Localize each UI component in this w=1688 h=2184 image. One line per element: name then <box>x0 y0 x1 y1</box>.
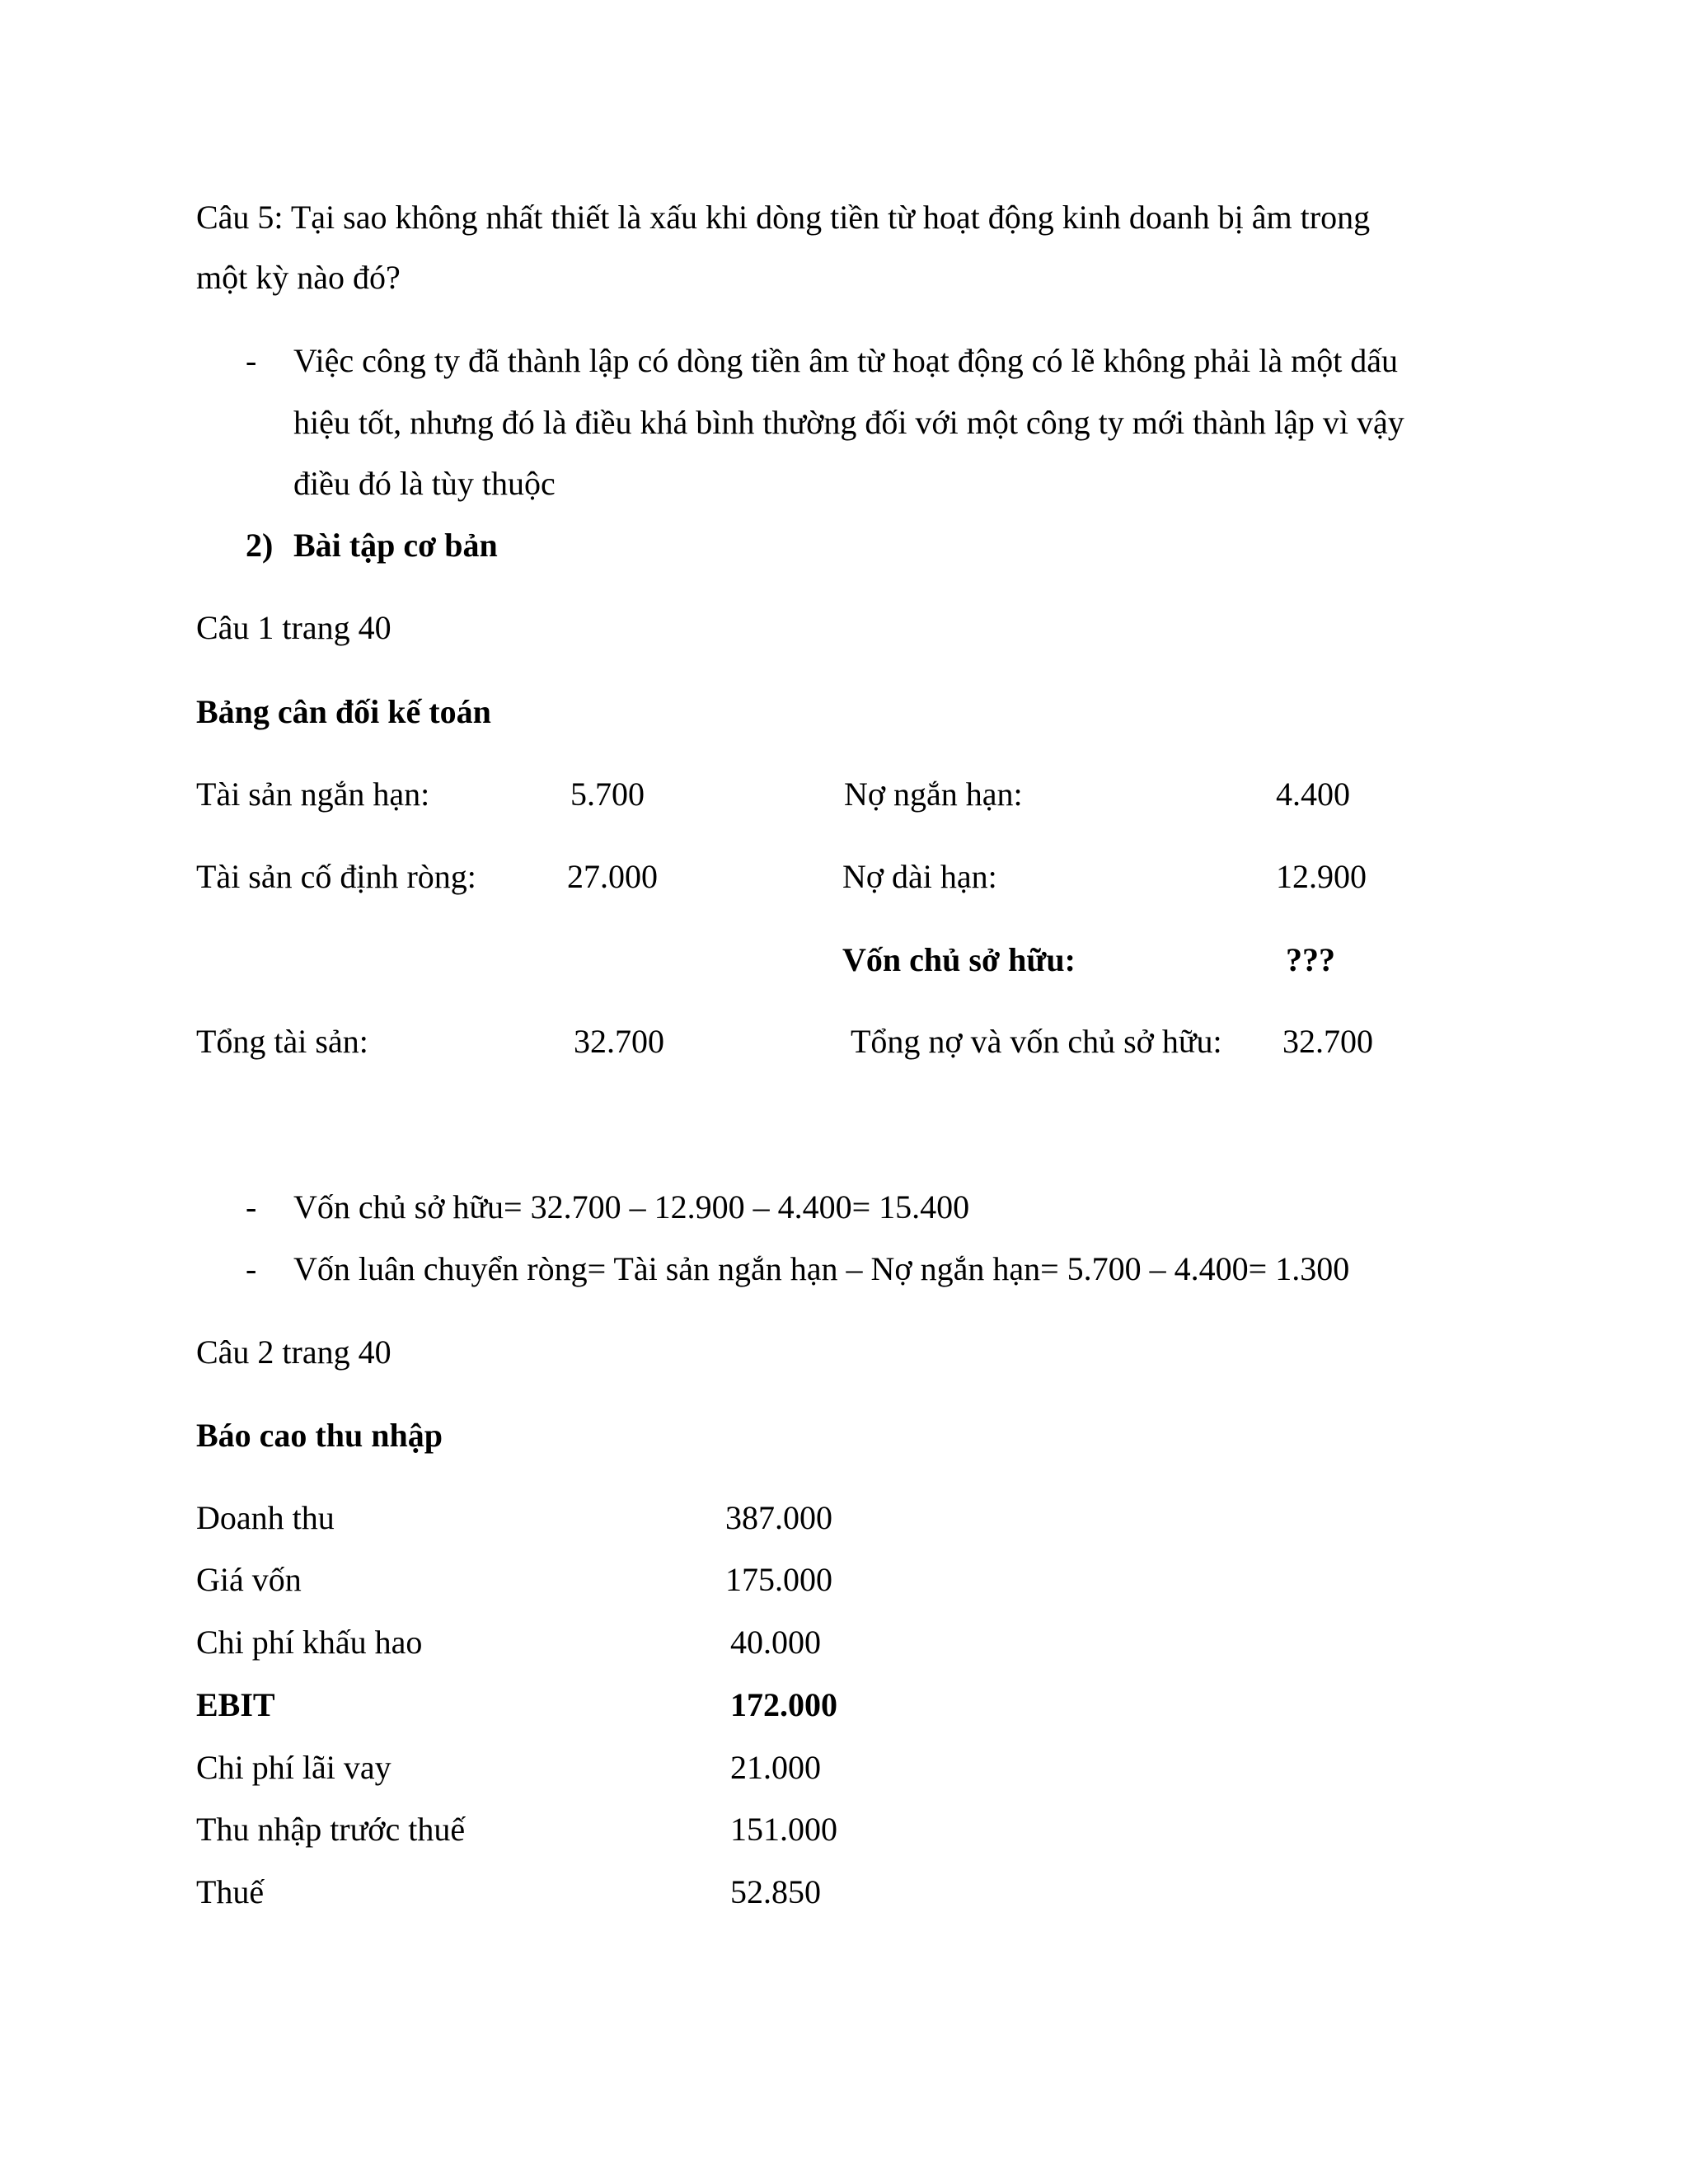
total-assets-label: Tổng tài sản: <box>196 1023 368 1060</box>
income-row-value: 21.000 <box>730 1749 821 1786</box>
net-fixed-assets-value: 27.000 <box>567 858 658 895</box>
bullet-dash: - <box>246 342 257 379</box>
current-assets-label: Tài sản ngắn hạn: <box>196 776 430 813</box>
income-row-value: 40.000 <box>730 1624 821 1661</box>
bullet-dash: - <box>246 1250 257 1287</box>
net-working-capital-calculation: Vốn luân chuyển ròng= Tài sản ngắn hạn – Nợ ngắn hạn= 5.700 – 4.400= 1.300 <box>293 1250 1350 1287</box>
long-term-debt-value: 12.900 <box>1276 858 1367 895</box>
equity-calculation: Vốn chủ sở hữu= 32.700 – 12.900 – 4.400= 15.400 <box>293 1188 970 1226</box>
income-row-value: 172.000 <box>730 1686 837 1723</box>
total-liabilities-equity-label: Tổng nợ và vốn chủ sở hữu: <box>851 1023 1222 1060</box>
current-liabilities-label: Nợ ngắn hạn: <box>844 776 1023 813</box>
income-statement-title: Báo cao thu nhập <box>196 1417 443 1454</box>
answer-line-1: Việc công ty đã thành lập có dòng tiền âm từ hoạt động có lẽ không phải là một dấu <box>293 342 1399 379</box>
balance-sheet-title: Bảng cân đối kế toán <box>196 693 491 730</box>
current-assets-value: 5.700 <box>570 776 645 813</box>
income-row-label: Doanh thu <box>196 1499 335 1536</box>
income-row-label: Thuế <box>196 1873 265 1910</box>
income-row-label: Thu nhập trước thuế <box>196 1811 466 1848</box>
question-5-line-2: một kỳ nào đó? <box>196 259 401 296</box>
total-liabilities-equity-value: 32.700 <box>1282 1023 1373 1060</box>
income-row-label: EBIT <box>196 1686 275 1723</box>
income-row-label: Chi phí lãi vay <box>196 1749 392 1786</box>
income-row-label: Giá vốn <box>196 1561 302 1598</box>
answer-line-3: điều đó là tùy thuộc <box>293 465 556 502</box>
income-row-value: 387.000 <box>725 1499 832 1536</box>
equity-label: Vốn chủ sở hữu: <box>842 941 1076 978</box>
income-row-label: Chi phí khấu hao <box>196 1624 423 1661</box>
income-row-value: 52.850 <box>730 1873 821 1910</box>
equity-value: ??? <box>1286 941 1335 978</box>
section-number: 2) <box>246 527 274 564</box>
income-row-value: 151.000 <box>730 1811 837 1848</box>
current-liabilities-value: 4.400 <box>1276 776 1350 813</box>
exercise-1-label: Câu 1 trang 40 <box>196 609 392 646</box>
net-fixed-assets-label: Tài sản cố định ròng: <box>196 858 476 895</box>
bullet-dash: - <box>246 1188 257 1226</box>
long-term-debt-label: Nợ dài hạn: <box>842 858 997 895</box>
answer-line-2: hiệu tốt, nhưng đó là điều khá bình thường đối với một công ty mới thành lập vì vậy <box>293 404 1404 441</box>
question-5-line-1: Câu 5: Tại sao không nhất thiết là xấu khi dòng tiền từ hoạt động kinh doanh bị âm trong <box>196 199 1371 236</box>
exercise-2-label: Câu 2 trang 40 <box>196 1333 392 1371</box>
section-title: Bài tập cơ bản <box>293 527 498 564</box>
total-assets-value: 32.700 <box>574 1023 664 1060</box>
income-row-value: 175.000 <box>725 1561 832 1598</box>
